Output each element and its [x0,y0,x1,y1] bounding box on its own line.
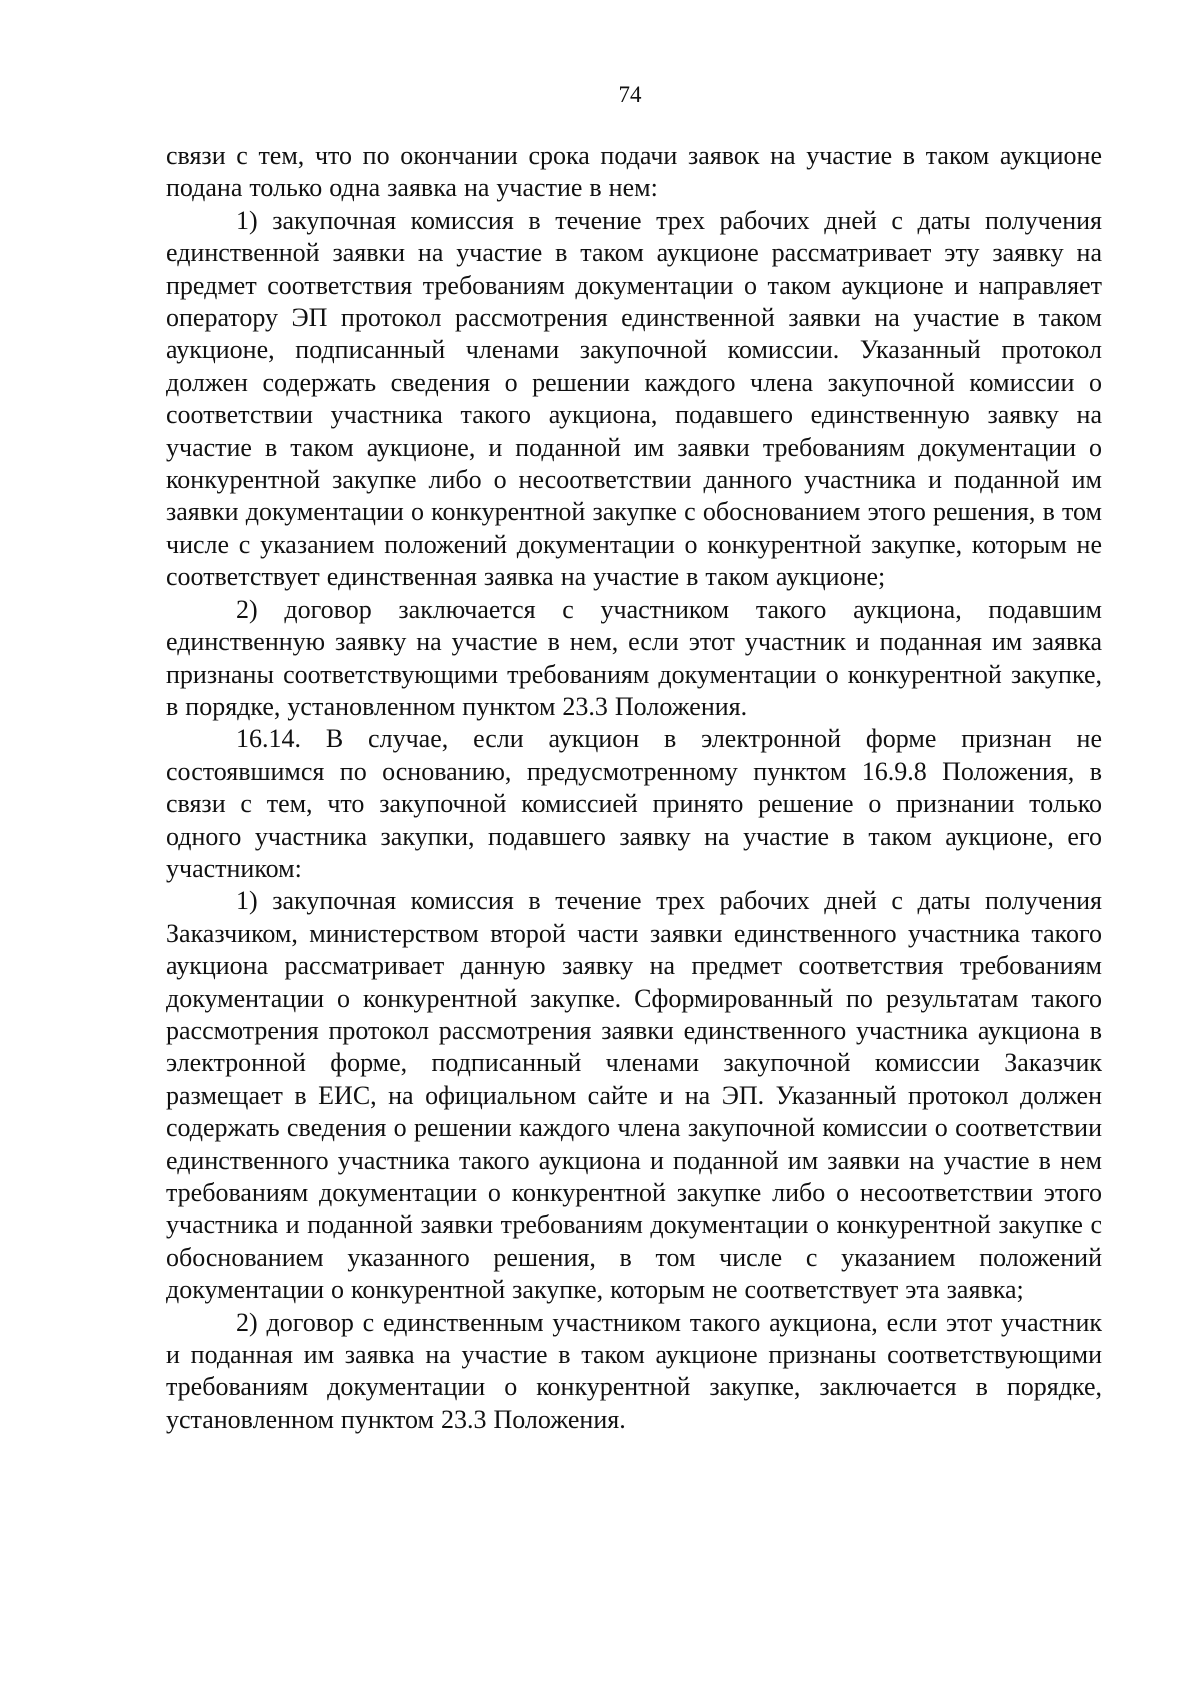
page-number: 74 [618,82,642,107]
paragraph-clause-16-14: 16.14. В случае, если аукцион в электронной форме признан не состоявшимся по основанию, предусмотренному пунктом 16.9.8 Положения, в связи с тем, что закупочной комиссией принято решение о признании только одного участника закупки, подавшего заявку на участие в таком аукционе, его участником: [166,724,1102,883]
paragraph-clause-16-14-item-1: 1) закупочная комиссия в течение трех рабочих дней с даты получения Заказчиком, министерством второй части заявки единственного участника такого аукциона рассматривает данную заявку на предмет соответствия требованиям документации о конкурентной закупке. Сформированный по результатам такого рассмотрения протокол рассмотрения заявки единственного участника аукциона в электронной форме, подписанный членами закупочной комиссии Заказчик размещает в ЕИС, на официальном сайте и на ЭП. Указанный протокол должен содержать сведения о решении каждого члена закупочной комиссии о соответствии единственного участника такого аукциона и поданной им заявки на участие в нем требованиям документации о конкурентной закупке либо о несоответствии этого участника и поданной заявки требованиям документации о конкурентной закупке с обоснованием указанного решения, в том числе с указанием положений документации о конкурентной закупке, которым не соответствует эта заявка; [166,886,1102,1305]
document-body [166,140,1102,1436]
paragraph-item-1: 1) закупочная комиссия в течение трех рабочих дней с даты получения единственной заявки на участие в таком аукционе рассматривает эту заявку на предмет соответствия требованиям документации о таком аукционе и направляет оператору ЭП протокол рассмотрения единственной заявки на участие в таком аукционе, подписанный членами закупочной комиссии. Указанный протокол должен содержать сведения о решении каждого члена закупочной комиссии о соответствии участника такого аукциона, подавшего единственную заявку на участие в таком аукционе, и поданной им заявки требованиям документации о конкурентной закупке либо о несоответствии данного участника и поданной им заявки документации о конкурентной закупке с обоснованием этого решения, в том числе с указанием положений документации о конкурентной закупке, которым не соответствует единственная заявка на участие в таком аукционе; [166,205,1102,592]
paragraph-clause-16-14-item-2: 2) договор с единственным участником такого аукциона, если этот участник и поданная им заявка на участие в таком аукционе признаны соответствующими требованиям документации о конкурентной закупке, заключается в порядке, установленном пунктом 23.3 Положения. [166,1307,1102,1434]
paragraph-item-2: 2) договор заключается с участником такого аукциона, подавшим единственную заявку на участие в нем, если этот участник и поданная им заявка признаны соответствующими требованиям документации о конкурентной закупке, в порядке, установленном пунктом 23.3 Положения. [166,594,1102,721]
paragraph-continuation: связи с тем, что по окончании срока подачи заявок на участие в таком аукционе подана только одна заявка на участие в нем: [166,141,1102,203]
